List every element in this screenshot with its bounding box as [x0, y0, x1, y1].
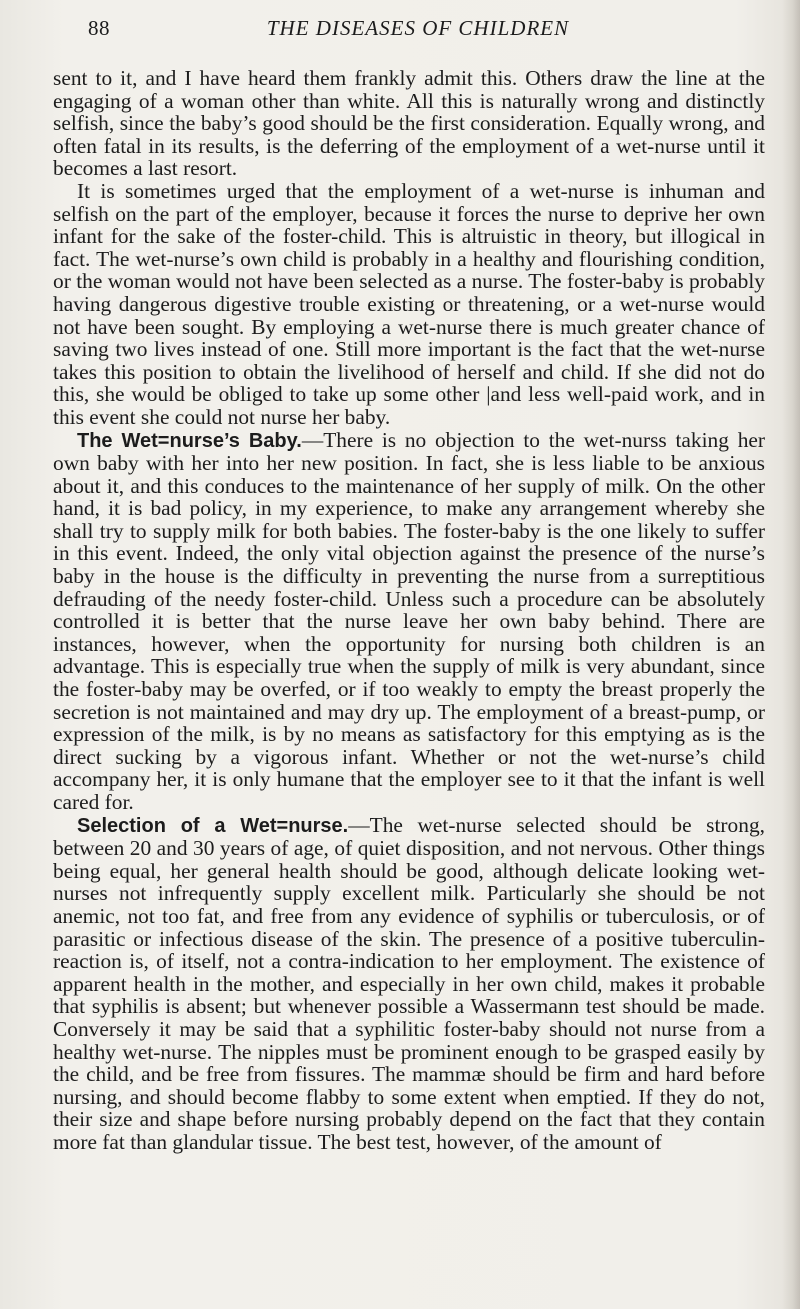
paragraph-text: sent to it, and I have heard them frankly admit this. Others draw the line at the engaging of a woman other than white. All this is naturally wrong and distinctly selfish, since the baby’s good should be the first consideration. Equally wrong, and often fatal in its results, is the deferring of the employment of a wet-nurse until it becomes a last resort. — [53, 66, 765, 181]
paragraph-continuation — [53, 67, 765, 180]
body-text — [53, 67, 765, 1154]
page-header — [88, 8, 748, 44]
paragraph-text: —There is no objection to the wet-nurss taking her own baby with her into her new position. In fact, she is less liable to be anxious about it, and this conduces to the maintenance of her supply of milk. On the other hand, it is bad policy, in my experience, to make any arrangement whereby she shall try to supply milk for both babies. The foster-baby is the one likely to suffer in this event. Indeed, the only vital objection against the presence of the nurse’s baby in the house is the difficulty in preventing the nurse from a surreptitious defrauding of the needy foster-child. Unless such a procedure can be absolutely controlled it is better that the nurse leave her own baby behind. There are instances, however, when the opportunity for nursing both children is an advantage. This is especially true when the supply of milk is very abundant, since the foster-baby may be overfed, or if too weakly to empty the breast properly the secretion is not maintained and may dry up. The employment of a breast-pump, or expression of the milk, is by no means as satisfactory for this emptying as is the direct sucking by a vigorous infant. Whether or not the wet-nurse’s child accompany her, it is only humane that the employer see to it that the infant is well cared for. — [53, 427, 766, 814]
running-title: THE DISEASES OF CHILDREN — [266, 16, 570, 40]
section-heading: The Wet=nurse’s Baby. — [77, 429, 302, 452]
paragraph-wet-nurse-baby — [53, 429, 765, 814]
paragraph-selection-wet-nurse — [53, 814, 765, 1154]
paragraph-text: —The wet-nurse selected should be strong, between 20 and 30 years of age, of quiet disposition, and not nervous. Other things being equal, her general health should be good, although delicate looking wet-nurses not infrequently supply excellent milk. Particularly she should be not anemic, not too fat, and free from any evidence of syphilis or tuberculosis, or of parasitic or infectious disease of the skin. The presence of a positive tuberculin-reaction is, of itself, not a contra-indication to her employment. The existence of apparent health in the mother, and especially in her own child, makes it probable that syphilis is absent; but whenever possible a Wassermann test should be made. Conversely it may be said that a syphilitic foster-baby should not nurse from a healthy wet-nurse. The nipples must be prominent enough to be grasped easily by the child, and be free from fissures. The mammæ should be firm and hard before nursing, and should become flabby to some extent when emptied. If they do not, their size and shape before nursing probably depend on the fact that they contain more fat than glandular tissue. The best test, however, of the amount of — [53, 812, 765, 1154]
paragraph-text: It is sometimes urged that the employment of a wet-nurse is inhuman and selfish on the part of the employer, because it forces the nurse to deprive her own infant for the sake of the foster-child. This is altruistic in theory, but illogical in fact. The wet-nurse’s own child is probably in a healthy and flourishing condition, or the woman would not have been selected as a nurse. The foster-baby is probably having dangerous digestive trouble existing or threatening, or a wet-nurse would not have been sought. By employing a wet-nurse there is much greater chance of saving two lives instead of one. Still more important is the fact that the wet-nurse takes this position to obtain the livelihood of herself and child. If she did not do this, she would be obliged to take up some other |and less well-paid work, and in this event she could not nurse her baby. — [53, 178, 765, 429]
page-number: 88 — [88, 16, 110, 40]
section-heading: Selection of a Wet=nurse. — [77, 814, 349, 837]
paragraph-wet-nurse-inhuman — [53, 180, 765, 429]
page-edge-shadow — [782, 0, 800, 1309]
